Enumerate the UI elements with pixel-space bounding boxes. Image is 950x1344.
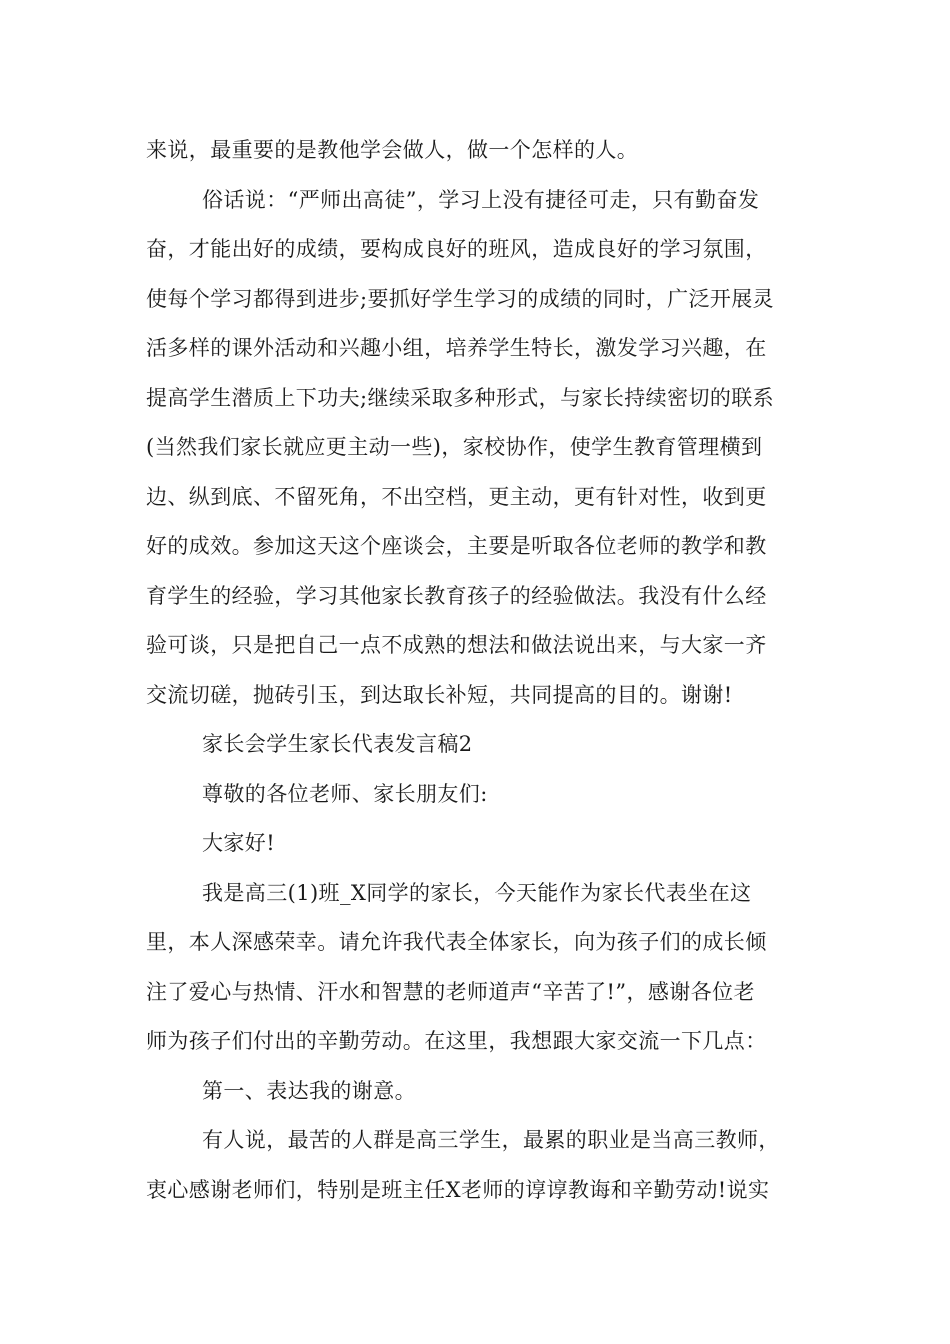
text-line: 活多样的课外活动和兴趣小组，培养学生特长，激发学习兴趣，在 bbox=[146, 336, 767, 360]
text-line: 衷心感谢老师们，特别是班主任X老师的谆谆教诲和辛勤劳动!说实 bbox=[146, 1177, 770, 1202]
text-line: 边、纵到底、不留死角，不出空档，更主动，更有针对性，收到更 bbox=[146, 484, 767, 509]
point-heading: 第一、表达我的谢意。 bbox=[202, 1078, 416, 1103]
text-line: 提高学生潜质上下功夫;继续采取多种形式，与家长持续密切的联系 bbox=[146, 385, 775, 410]
text-line: 交流切磋，抛砖引玉，到达取长补短，共同提高的目的。谢谢! bbox=[146, 682, 733, 707]
text-line: (当然我们家长就应更主动一些)，家校协作，使学生教育管理横到 bbox=[146, 435, 763, 459]
text-line: 里，本人深感荣幸。请允许我代表全体家长，向为孩子们的成长倾 bbox=[146, 930, 767, 954]
paragraph-first-line: 我是高三(1)班_X同学的家长，今天能作为家长代表坐在这 bbox=[202, 880, 752, 905]
text-line: 好的成效。参加这天这个座谈会，主要是听取各位老师的教学和教 bbox=[146, 534, 767, 558]
text-line: 使每个学习都得到进步;要抓好学生学习的成绩的同时，广泛开展灵 bbox=[146, 286, 775, 311]
document-page bbox=[146, 126, 808, 1215]
text-line: 育学生的经验，学习其他家长教育孩子的经验做法。我没有什么经 bbox=[146, 583, 767, 608]
text-line: 注了爱心与热情、汗水和智慧的老师道声“辛苦了!”，感谢各位老 bbox=[146, 979, 755, 1004]
paragraph-first-line: 俗话说：“严师出高徒”，学习上没有捷径可走，只有勤奋发 bbox=[202, 187, 760, 212]
text-line: 奋，才能出好的成绩，要构成良好的班风，造成良好的学习氛围， bbox=[146, 237, 767, 261]
salutation: 尊敬的各位老师、家长朋友们: bbox=[202, 781, 488, 806]
text-line: 来说，最重要的是教他学会做人，做一个怎样的人。 bbox=[146, 138, 639, 162]
section-title: 家长会学生家长代表发言稿2 bbox=[202, 732, 473, 756]
greeting: 大家好! bbox=[202, 831, 276, 855]
paragraph-first-line: 有人说，最苦的人群是高三学生，最累的职业是当高三教师， bbox=[202, 1128, 780, 1152]
text-line: 验可谈，只是把自己一点不成熟的想法和做法说出来，与大家一齐 bbox=[146, 633, 767, 657]
text-line: 师为孩子们付出的辛勤劳动。在这里，我想跟大家交流一下几点： bbox=[146, 1029, 767, 1053]
